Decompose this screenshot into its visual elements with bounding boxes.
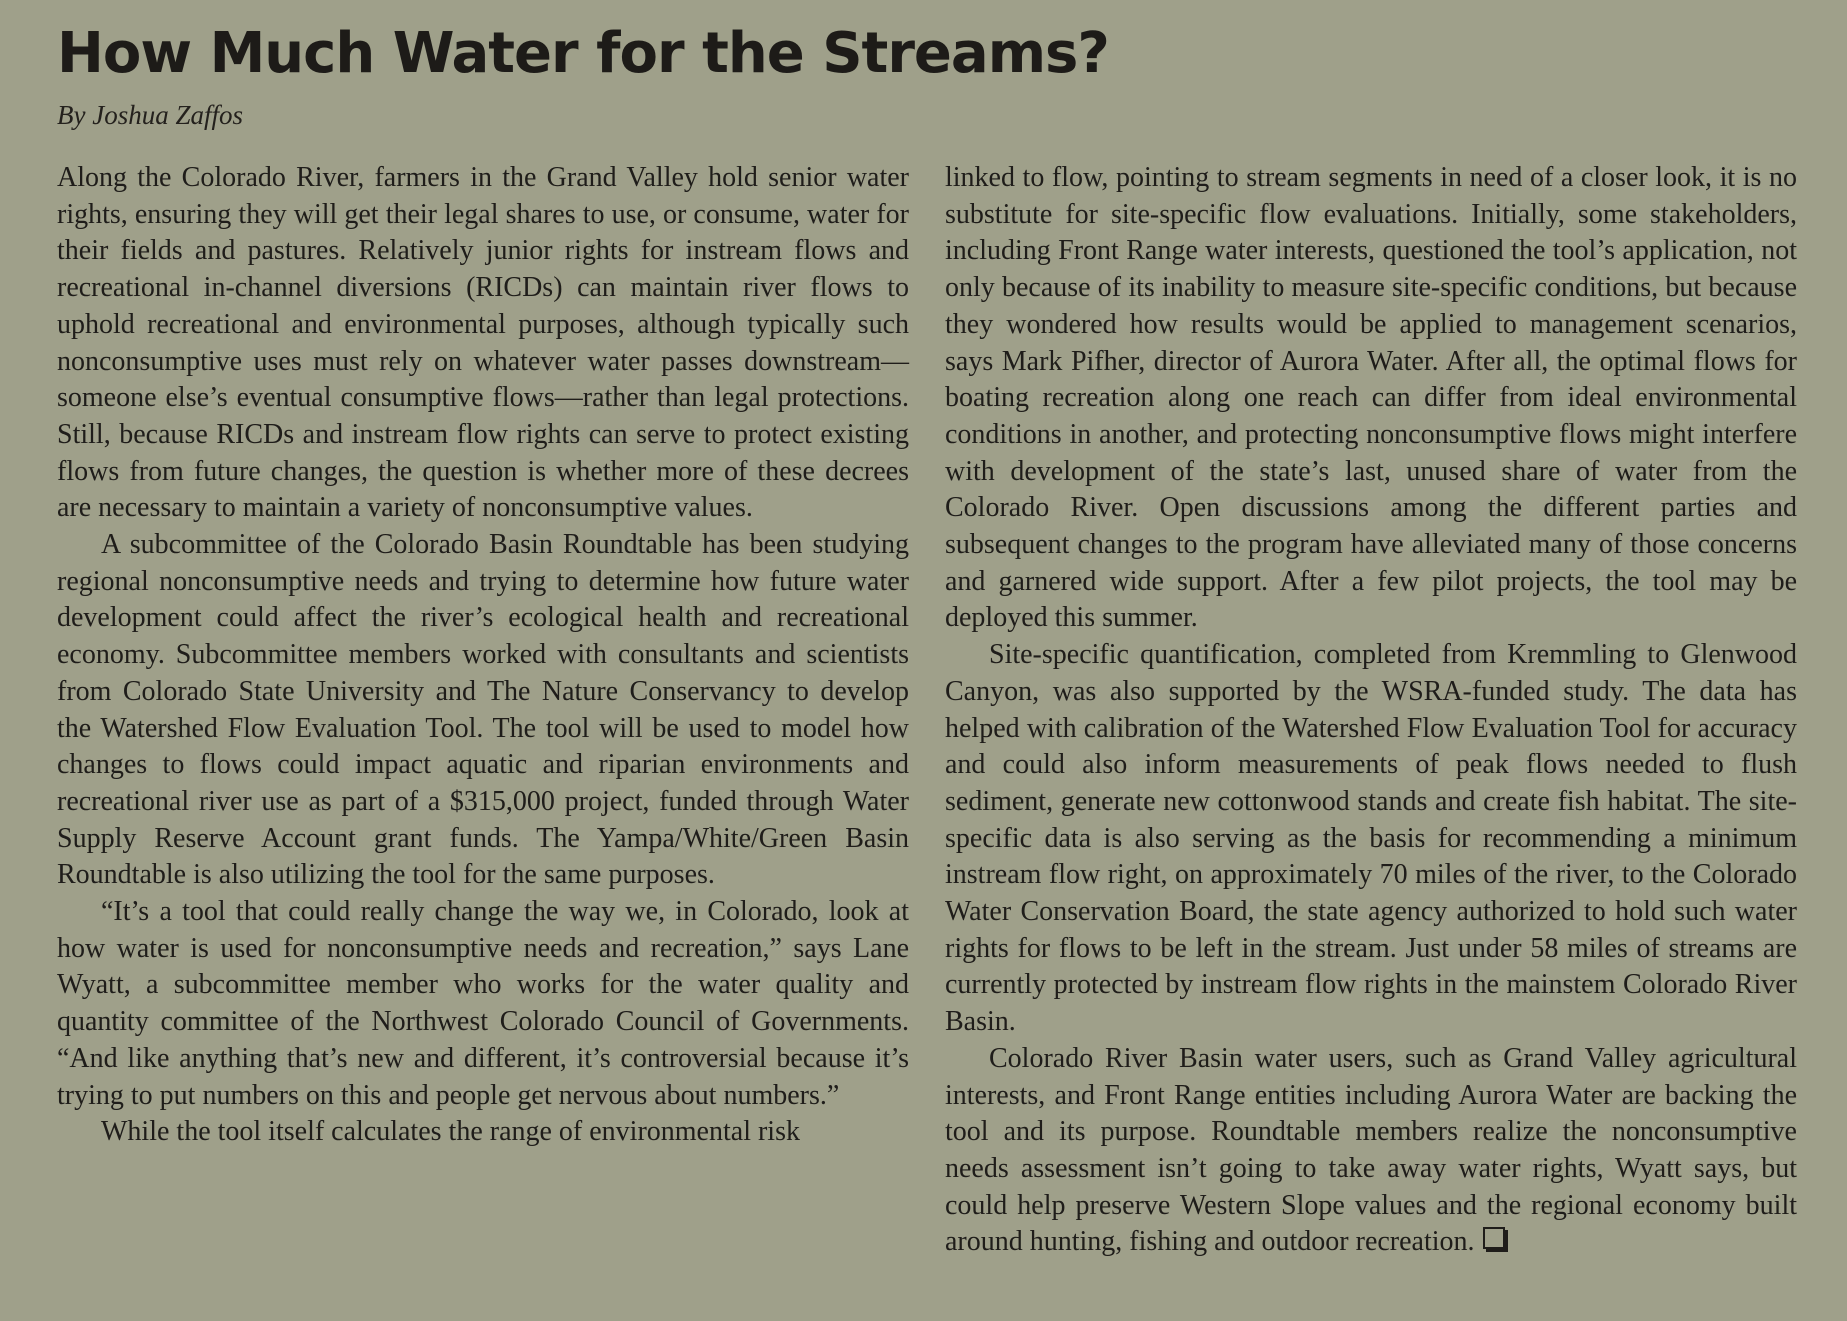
paragraph: “It’s a tool that could really change the way we, in Colorado, look at how water is used for nonconsumptive needs and recreation,” says Lane Wyatt, a subcommittee member who works for the water quality and quantity committee of the Northwest Colorado Council of Governments. “And like anything that’s new and different, it’s controversial because it’s trying to put numbers on this and people get nervous about numbers.” <box>57 896 909 1111</box>
paragraph: A subcommittee of the Colorado Basin Roundtable has been studying regional nonconsumptive needs and trying to determine how future water development could affect the river’s ecological health and recreational economy. Subcommittee members worked with consultants and scientists from Colorado State University and The Nature Conservancy to develop the Watershed Flow Evaluation Tool. The tool will be used to model how changes to flows could impact aquatic and riparian environments and recreational river use as part of a $315,000 project, funded through Water Supply Reserve Account grant funds. The Yampa/White/Green Basin Roundtable is also utilizing the tool for the same purposes. <box>57 529 909 891</box>
article-byline: By Joshua Zaffos <box>57 100 243 130</box>
paragraph: linked to flow, pointing to stream segments in need of a closer look, it is no substitute for site-specific flow evaluations. Initially, some stakeholders, including Front Range water interests, questioned the tool’s application, not only because of its inability to measure site-specific conditions, but because they wondered how results would be applied to management scenarios, says Mark Pifher, director of Aurora Water. After all, the optimal flows for boating recreation along one reach can differ from ideal environmental conditions in another, and protecting nonconsumptive flows might interfere with development of the state’s last, unused share of water from the Colorado River. Open discussions among the different parties and subsequent changes to the program have alleviated many of those concerns and garnered wide support. After a few pilot projects, the tool may be deployed this summer. <box>945 162 1797 634</box>
paragraph-text: Colorado River Basin water users, such as Grand Valley agricultural interests, and Front Range entities including Aurora Water are backing the tool and its purpose. Roundtable members realize the nonconsumptive needs assessment isn’t going to take away water rights, Wyatt says, but could help preserve Western Slope values and the regional economy built around hunting, fishing and outdoor recreation. <box>945 1042 1797 1258</box>
paragraph-last <box>945 1041 1797 1261</box>
paragraph: Site-specific quantification, completed from Kremmling to Glenwood Canyon, was also supported by the WSRA-funded study. The data has helped with calibration of the Watershed Flow Evaluation Tool for accuracy and could also inform measurements of peak flows needed to flush sediment, generate new cottonwood stands and create fish habitat. The site-specific data is also serving as the basis for recommending a minimum instream flow right, on approximately 70 miles of the river, to the Colorado Water Conservation Board, the state agency authorized to hold such water rights for flows to be left in the stream. Just under 58 miles of streams are currently protected by instream flow rights in the mainstem Colorado River Basin. <box>945 639 1797 1038</box>
paragraph: While the tool itself calculates the range of environmental risk <box>101 1116 800 1148</box>
paragraph: Along the Colorado River, farmers in the Grand Valley hold senior water rights, ensuring they will get their legal shares to use, or consume, water for their fields and pastures. Relatively junior rights for instream flows and recreational in-channel diversions (RICDs) can maintain river flows to uphold recreational and environmental purposes, although typically such nonconsumptive uses must rely on whatever water passes downstream— someone else’s eventual consumptive flows—rather than legal protections. Still, because RICDs and instream flow rights can serve to protect existing flows from future changes, the question is whether more of these decrees are necessary to maintain a variety of nonconsumptive values. <box>57 162 909 524</box>
column-left <box>57 160 909 1310</box>
article-title: How Much Water for the Streams? <box>57 21 1109 86</box>
end-of-article-icon <box>1483 1227 1505 1249</box>
column-right <box>945 160 1797 1310</box>
article-page <box>57 18 1797 1308</box>
article-body <box>57 160 1797 1310</box>
